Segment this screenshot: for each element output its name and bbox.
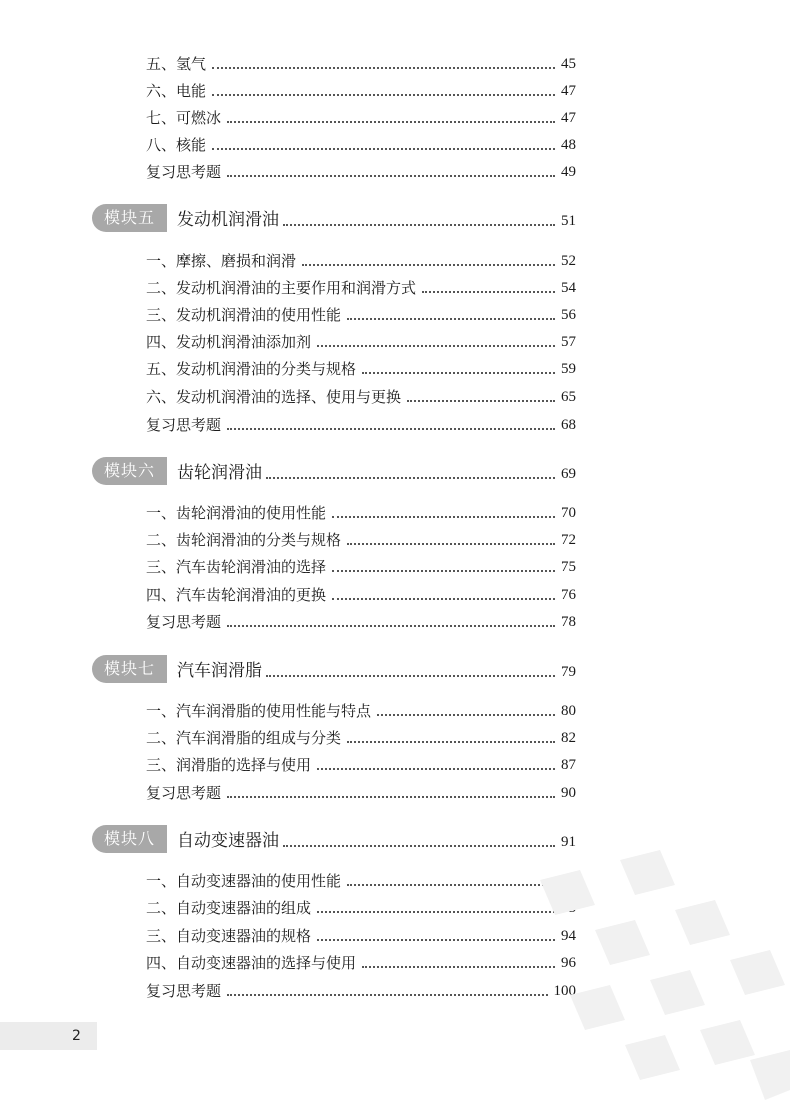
module-badge: 模块七: [92, 655, 167, 683]
entry-label: 复习思考题: [146, 982, 222, 1000]
entry-page: 96: [561, 955, 576, 971]
entry-label: 一、自动变速器油的使用性能: [146, 872, 342, 890]
module-title: 发动机润滑油: [177, 210, 280, 230]
entry-page: 57: [561, 334, 576, 350]
entry-label: 五、发动机润滑油的分类与规格: [146, 360, 357, 378]
dot-leader: [283, 224, 555, 226]
entry-page: 56: [561, 307, 576, 323]
entry-label: 二、自动变速器油的组成: [146, 899, 312, 917]
toc-entry[interactable]: [146, 158, 576, 182]
dot-leader: [317, 768, 555, 770]
dot-leader: [347, 318, 555, 320]
toc-entry[interactable]: [146, 499, 576, 523]
entry-page: 52: [561, 253, 576, 269]
module-page: 51: [561, 213, 576, 229]
entry-page: 47: [561, 83, 576, 99]
dot-leader: [227, 796, 555, 798]
dot-leader: [227, 428, 555, 430]
entry-label: 二、汽车润滑脂的组成与分类: [146, 729, 342, 747]
checkered-flag-decoration: [500, 820, 790, 1100]
module-page: 79: [561, 664, 576, 680]
entry-page: 94: [561, 928, 576, 944]
toc-entry[interactable]: [146, 104, 576, 128]
toc-entry[interactable]: [146, 383, 576, 407]
entry-label: 七、可燃冰: [146, 109, 222, 127]
toc-entry[interactable]: [146, 355, 576, 379]
toc-entry[interactable]: [146, 581, 576, 605]
dot-leader: [317, 345, 555, 347]
entry-page: 45: [561, 56, 576, 72]
page-number-tab: [0, 1022, 97, 1050]
dot-leader: [332, 598, 555, 600]
dot-leader: [407, 400, 555, 402]
module-title: 汽车润滑脂: [177, 661, 263, 681]
dot-leader: [227, 121, 555, 123]
entry-label: 四、自动变速器油的选择与使用: [146, 954, 357, 972]
toc-entry[interactable]: [146, 247, 576, 271]
entry-label: 二、齿轮润滑油的分类与规格: [146, 531, 342, 549]
module-badge: 模块五: [92, 204, 167, 232]
entry-label: 四、汽车齿轮润滑油的更换: [146, 586, 327, 604]
entry-label: 三、润滑脂的选择与使用: [146, 756, 312, 774]
dot-leader: [227, 175, 555, 177]
dot-leader: [377, 714, 555, 716]
dot-leader: [332, 570, 555, 572]
toc-entry[interactable]: [146, 131, 576, 155]
entry-page: 70: [561, 505, 576, 521]
entry-page: 59: [561, 361, 576, 377]
entry-page: 90: [561, 785, 576, 801]
module-page: 69: [561, 466, 576, 482]
module-heading[interactable]: [92, 202, 576, 232]
entry-page: 75: [561, 559, 576, 575]
dot-leader: [422, 291, 555, 293]
entry-page: 76: [561, 587, 576, 603]
toc-entry[interactable]: [146, 274, 576, 298]
entry-label: 一、摩擦、磨损和润滑: [146, 252, 297, 270]
entry-page: 78: [561, 614, 576, 630]
toc-entry[interactable]: [146, 751, 576, 775]
entry-page: 65: [561, 389, 576, 405]
entry-label: 复习思考题: [146, 613, 222, 631]
module-title: 齿轮润滑油: [177, 463, 263, 483]
module-heading[interactable]: [92, 455, 576, 485]
entry-label: 四、发动机润滑油添加剂: [146, 333, 312, 351]
dot-leader: [302, 264, 555, 266]
module-page: 91: [561, 834, 576, 850]
dot-leader: [212, 148, 555, 150]
dot-leader: [332, 516, 555, 518]
entry-label: 三、发动机润滑油的使用性能: [146, 306, 342, 324]
entry-label: 三、汽车齿轮润滑油的选择: [146, 558, 327, 576]
entry-label: 三、自动变速器油的规格: [146, 927, 312, 945]
toc-entry[interactable]: [146, 50, 576, 74]
toc-entry[interactable]: [146, 724, 576, 748]
entry-page: 54: [561, 280, 576, 296]
entry-label: 六、电能: [146, 82, 207, 100]
toc-entry[interactable]: [146, 301, 576, 325]
entry-page: 47: [561, 110, 576, 126]
entry-label: 六、发动机润滑油的选择、使用与更换: [146, 388, 402, 406]
dot-leader: [362, 372, 555, 374]
entry-label: 五、氢气: [146, 55, 207, 73]
entry-label: 复习思考题: [146, 163, 222, 181]
entry-label: 八、核能: [146, 136, 207, 154]
entry-label: 二、发动机润滑油的主要作用和润滑方式: [146, 279, 417, 297]
dot-leader: [212, 94, 555, 96]
entry-page: 49: [561, 164, 576, 180]
dot-leader: [347, 543, 555, 545]
toc-entry[interactable]: [146, 779, 576, 803]
toc-entry[interactable]: [146, 411, 576, 435]
module-badge: 模块八: [92, 825, 167, 853]
entry-page: 68: [561, 417, 576, 433]
dot-leader: [266, 675, 555, 677]
dot-leader: [347, 741, 555, 743]
page-number: 2: [72, 1028, 81, 1044]
entry-page: 100: [553, 983, 576, 999]
module-badge: 模块六: [92, 457, 167, 485]
entry-label: 复习思考题: [146, 416, 222, 434]
entry-label: 复习思考题: [146, 784, 222, 802]
dot-leader: [212, 67, 555, 69]
dot-leader: [266, 477, 555, 479]
toc-entry[interactable]: [146, 328, 576, 352]
toc-entry[interactable]: [146, 553, 576, 577]
dot-leader: [227, 625, 555, 627]
entry-label: 一、汽车润滑脂的使用性能与特点: [146, 702, 372, 720]
module-heading[interactable]: [92, 653, 576, 683]
entry-page: 82: [561, 730, 576, 746]
entry-label: 一、齿轮润滑油的使用性能: [146, 504, 327, 522]
entry-page: 48: [561, 137, 576, 153]
toc-entry[interactable]: [146, 608, 576, 632]
entry-page: 80: [561, 703, 576, 719]
toc-entry[interactable]: [146, 526, 576, 550]
module-title: 自动变速器油: [177, 831, 280, 851]
toc-entry[interactable]: [146, 77, 576, 101]
toc-entry[interactable]: [146, 697, 576, 721]
entry-page: 72: [561, 532, 576, 548]
entry-page: 87: [561, 757, 576, 773]
